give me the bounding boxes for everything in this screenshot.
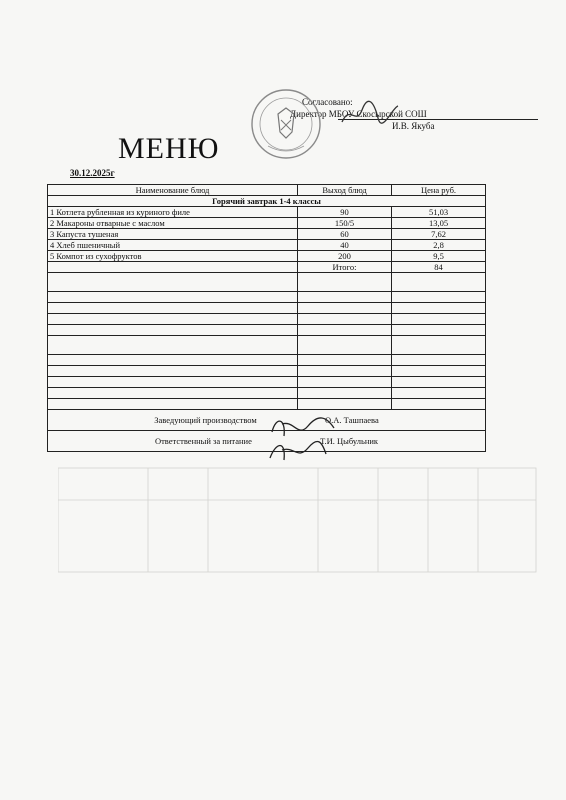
page-title: МЕНЮ xyxy=(118,132,220,165)
table-header-row xyxy=(48,185,486,196)
empty-row xyxy=(48,377,486,388)
table-row xyxy=(48,218,486,229)
dish-yield: 40 xyxy=(298,240,392,251)
table-row xyxy=(48,229,486,240)
dish-name: 4 Хлеб пшеничный xyxy=(48,240,298,251)
dish-yield: 150/5 xyxy=(298,218,392,229)
empty-row xyxy=(48,388,486,399)
empty-row xyxy=(48,336,486,355)
empty-row xyxy=(48,399,486,410)
empty-row xyxy=(48,292,486,303)
nutrition-role: Ответственный за питание xyxy=(154,436,252,446)
table-row xyxy=(48,207,486,218)
official-seal-icon xyxy=(248,86,324,162)
dish-name: 3 Капуста тушеная xyxy=(48,229,298,240)
table-row xyxy=(48,251,486,262)
section-title: Горячий завтрак 1-4 классы xyxy=(48,196,486,207)
header-yield: Выход блюд xyxy=(298,185,392,196)
production-name: О.А. Ташпаева xyxy=(325,415,379,425)
dish-price: 9,5 xyxy=(392,251,486,262)
dish-name: 2 Макароны отварные с маслом xyxy=(48,218,298,229)
production-role: Заведующий производством xyxy=(154,415,257,425)
menu-table xyxy=(47,184,486,452)
dish-yield: 200 xyxy=(298,251,392,262)
empty-row xyxy=(48,273,486,292)
table-row xyxy=(48,240,486,251)
empty-cell xyxy=(48,262,298,273)
approval-director-name: И.В. Якуба xyxy=(392,121,435,131)
empty-row xyxy=(48,314,486,325)
dish-name: 1 Котлета рубленная из куриного филе xyxy=(48,207,298,218)
header-dish-name: Наименование блюд xyxy=(48,185,298,196)
dish-price: 51,03 xyxy=(392,207,486,218)
dish-yield: 90 xyxy=(298,207,392,218)
bleed-through-decoration xyxy=(58,460,538,580)
menu-date: 30.12.2025г xyxy=(70,168,115,178)
signature-row-production xyxy=(48,410,486,431)
empty-row xyxy=(48,355,486,366)
total-value: 84 xyxy=(392,262,486,273)
total-label: Итого: xyxy=(298,262,392,273)
header-price: Цена руб. xyxy=(392,185,486,196)
dish-price: 7,62 xyxy=(392,229,486,240)
dish-price: 13,05 xyxy=(392,218,486,229)
dish-name: 5 Компот из сухофруктов xyxy=(48,251,298,262)
empty-row xyxy=(48,325,486,336)
nutrition-name: Т.И. Цыбульник xyxy=(320,436,379,446)
director-signature-icon xyxy=(340,100,400,130)
empty-row xyxy=(48,303,486,314)
total-row xyxy=(48,262,486,273)
empty-row xyxy=(48,366,486,377)
approval-agreed: Согласовано: xyxy=(302,97,353,107)
approval-director: Директор МБОУ Скосырской СОШ xyxy=(290,109,427,119)
dish-price: 2,8 xyxy=(392,240,486,251)
section-row xyxy=(48,196,486,207)
dish-yield: 60 xyxy=(298,229,392,240)
